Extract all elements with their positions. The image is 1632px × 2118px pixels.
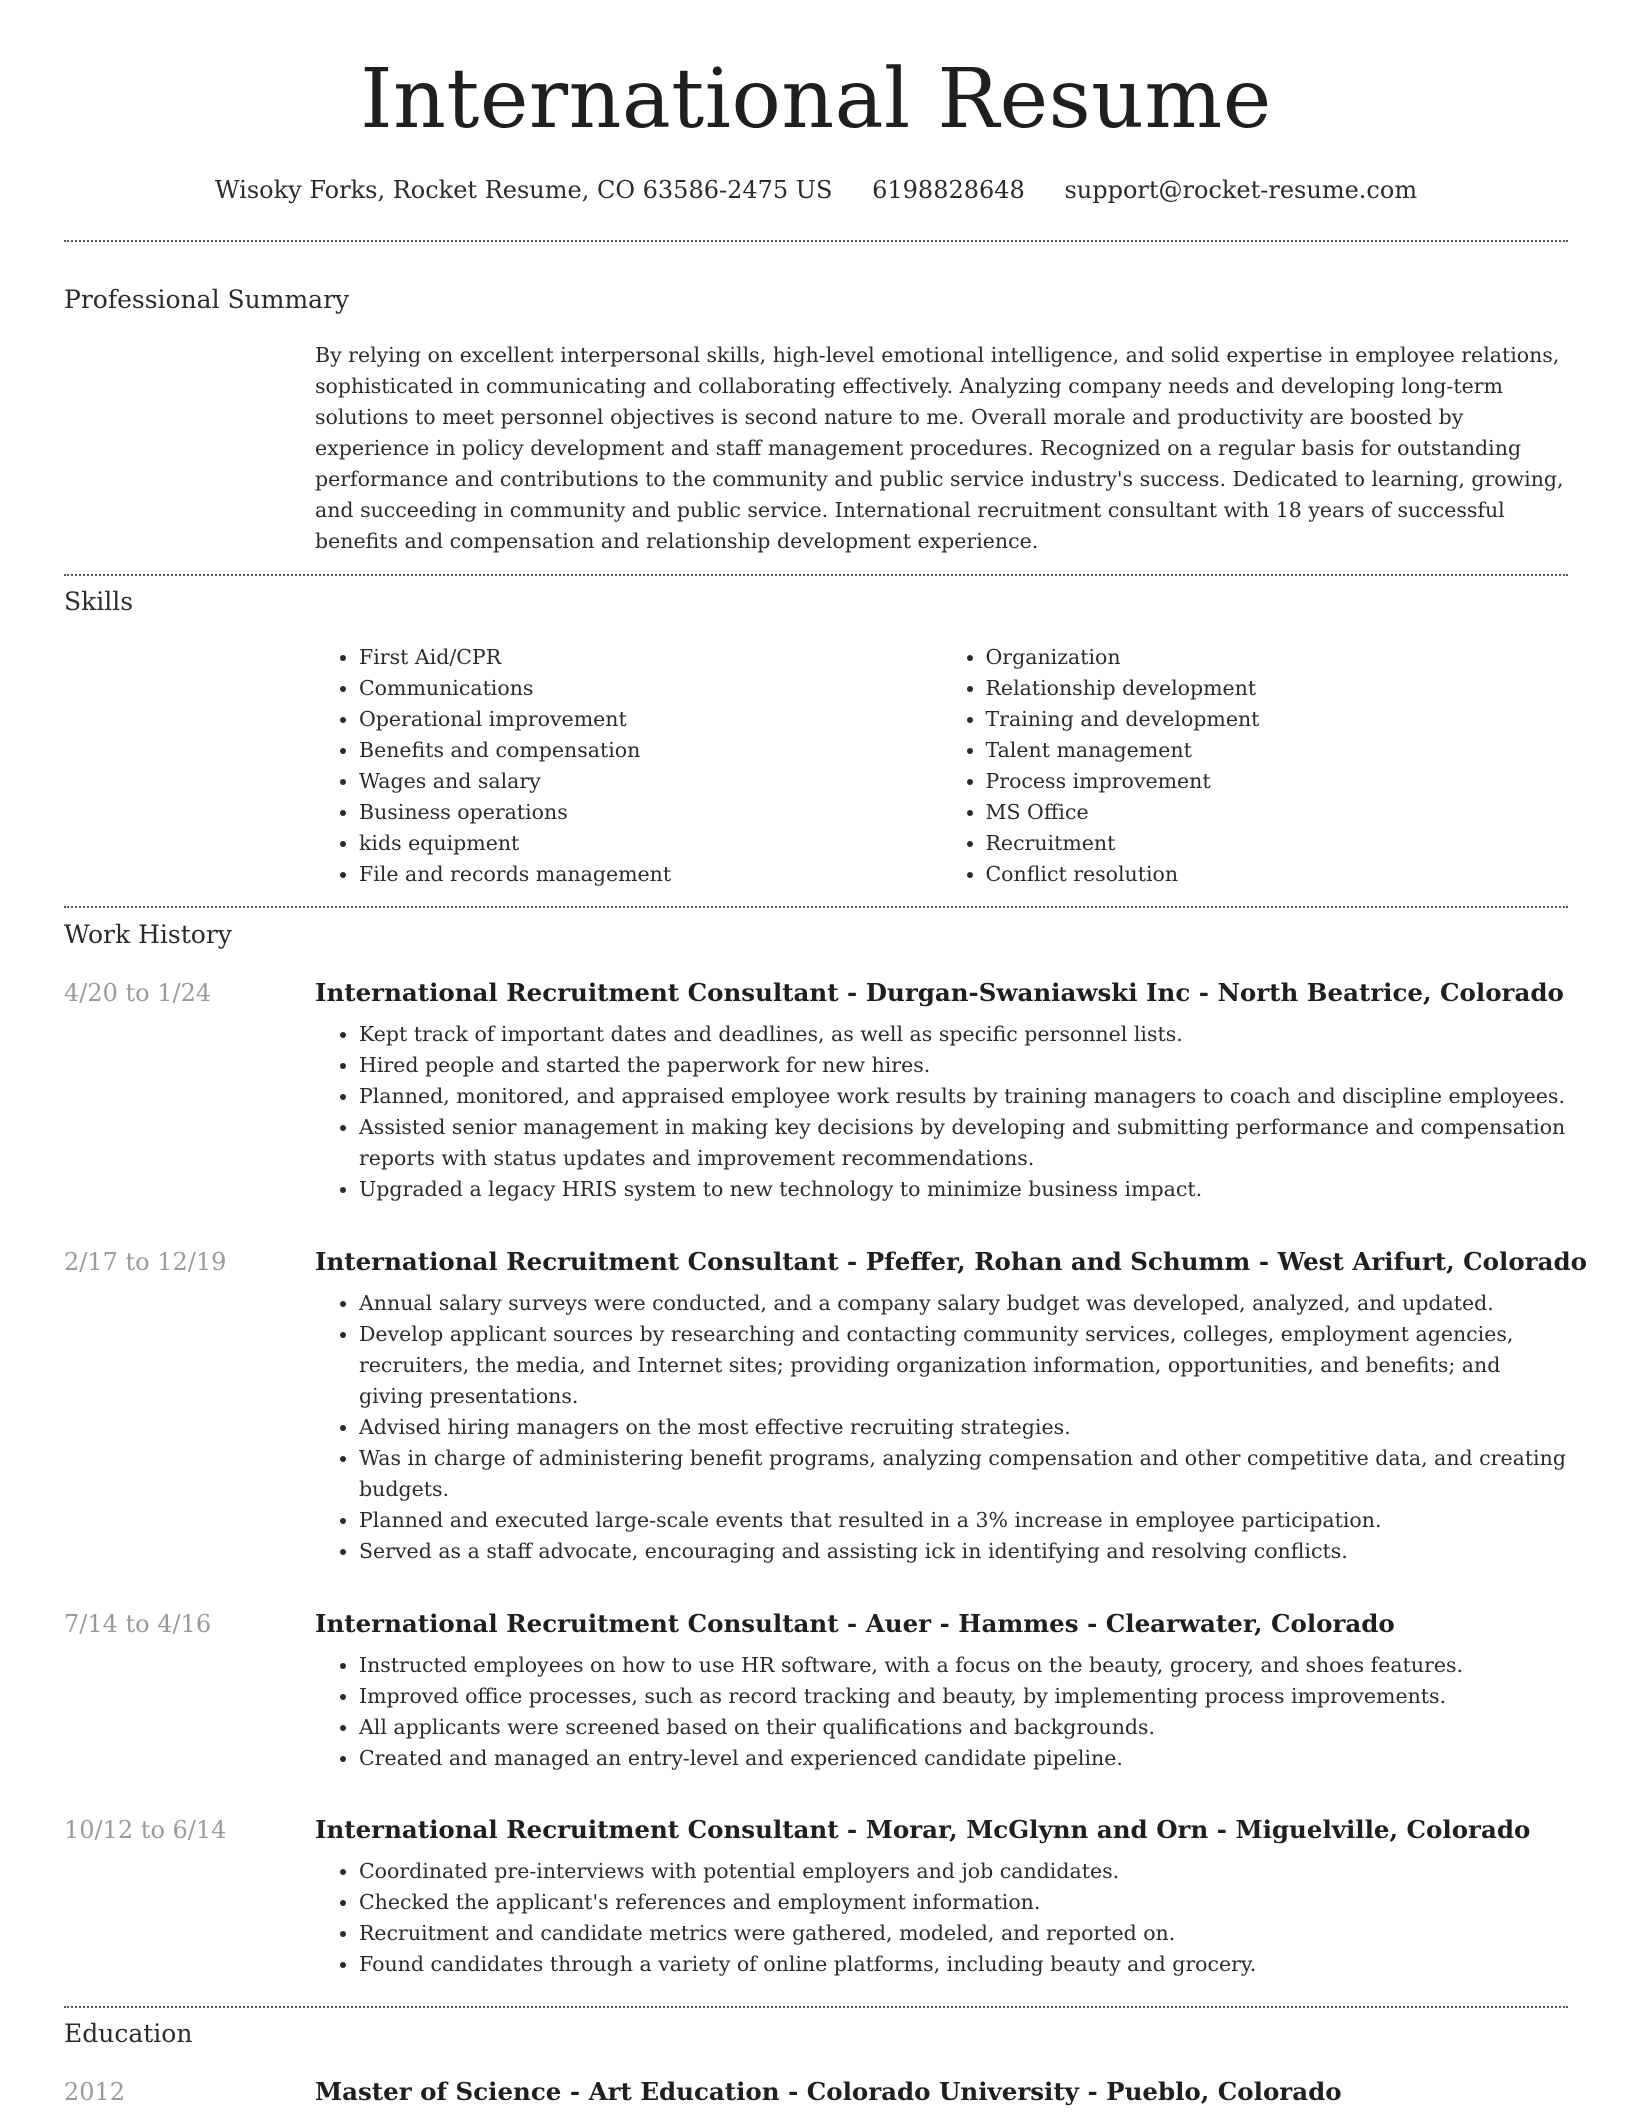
job-dates: 2/17 to 12/19: [64, 1248, 227, 1276]
skill-item: • Talent management: [986, 735, 1569, 766]
contact-line: [64, 170, 1568, 210]
skill-item: • MS Office: [986, 797, 1569, 828]
divider: [64, 906, 1568, 908]
skill-item: • Conflict resolution: [986, 859, 1569, 890]
divider: [64, 574, 1568, 576]
job-title: International Recruitment Consultant - Auer - Hammes - Clearwater, Colorado: [315, 1609, 1395, 1638]
job-bullet: • Checked the applicant's references and employment information.: [359, 1887, 1568, 1918]
contact-address: Wisoky Forks, Rocket Resume, CO 63586-2475 US: [214, 176, 833, 204]
education-entry: [315, 2074, 1568, 2118]
skill-item: • First Aid/CPR: [359, 642, 942, 673]
summary-section: [315, 340, 1568, 557]
education-degree: Master of Science - Art Education - Colorado University - Pueblo, Colorado: [315, 2077, 1342, 2106]
resume-title: International Resume: [360, 52, 1272, 147]
job-bullet: • Develop applicant sources by researching and contacting community services, colleges, employment agencies, recruiters, the media, and Internet sites; providing organization information, opportunities, and benefits; and giving presentations.: [359, 1319, 1568, 1412]
skill-item: • Organization: [986, 642, 1569, 673]
job-bullet: • Recruitment and candidate metrics were gathered, modeled, and reported on.: [359, 1918, 1568, 1949]
job-bullet: • Upgraded a legacy HRIS system to new technology to minimize business impact.: [359, 1174, 1568, 1205]
section-title-education: Education: [64, 2019, 193, 2048]
skill-item: • Benefits and compensation: [359, 735, 942, 766]
job-entry: [315, 1244, 1587, 1567]
skill-item: • kids equipment: [359, 828, 942, 859]
job-bullet: • All applicants were screened based on their qualifications and backgrounds.: [359, 1712, 1568, 1743]
job-bullet: • Advised hiring managers on the most effective recruiting strategies.: [359, 1412, 1568, 1443]
job-bullets: [315, 1856, 1568, 1980]
contact-email: support@rocket-resume.com: [1064, 176, 1418, 204]
job-entry: [315, 975, 1568, 1205]
job-title: International Recruitment Consultant - Morar, McGlynn and Orn - Miguelville, Colorado: [315, 1815, 1531, 1844]
job-bullet: • Coordinated pre-interviews with potential employers and job candidates.: [359, 1856, 1568, 1887]
divider: [64, 2006, 1568, 2008]
job-bullet: • Found candidates through a variety of online platforms, including beauty and grocery.: [359, 1949, 1568, 1980]
job-dates: 4/20 to 1/24: [64, 979, 212, 1007]
skill-item: • Recruitment: [986, 828, 1569, 859]
job-dates: 7/14 to 4/16: [64, 1610, 212, 1638]
skills-list-left: [315, 642, 942, 890]
section-title-summary: Professional Summary: [64, 285, 350, 314]
skill-item: • Operational improvement: [359, 704, 942, 735]
job-bullet: • Served as a staff advocate, encouraging and assisting ick in identifying and resolving conflicts.: [359, 1536, 1568, 1567]
skill-item: • Communications: [359, 673, 942, 704]
divider: [64, 240, 1568, 242]
skill-item: • Training and development: [986, 704, 1569, 735]
job-bullet: • Kept track of important dates and deadlines, as well as specific personnel lists.: [359, 1019, 1568, 1050]
job-entry: [315, 1812, 1568, 1980]
section-title-work-history: Work History: [64, 920, 232, 949]
skill-item: • File and records management: [359, 859, 942, 890]
job-dates: 10/12 to 6/14: [64, 1816, 227, 1844]
skill-item: • Relationship development: [986, 673, 1569, 704]
job-entry: [315, 1606, 1568, 1774]
job-bullets: [315, 1019, 1568, 1205]
education-year: 2012: [64, 2078, 126, 2106]
skill-item: • Business operations: [359, 797, 942, 828]
skill-item: • Process improvement: [986, 766, 1569, 797]
contact-phone: 6198828648: [872, 176, 1025, 204]
skills-list-right: [942, 642, 1569, 890]
job-title: International Recruitment Consultant - Pfeffer, Rohan and Schumm - West Arifurt, Colorado: [315, 1247, 1587, 1276]
job-bullet: • Hired people and started the paperwork for new hires.: [359, 1050, 1568, 1081]
job-bullet: • Assisted senior management in making key decisions by developing and submitting performance and compensation reports with status updates and improvement recommendations.: [359, 1112, 1568, 1174]
skill-item: • Wages and salary: [359, 766, 942, 797]
job-title: International Recruitment Consultant - Durgan-Swaniawski Inc - North Beatrice, Colorado: [315, 978, 1564, 1007]
section-title-skills: Skills: [64, 587, 134, 616]
job-bullet: • Created and managed an entry-level and experienced candidate pipeline.: [359, 1743, 1568, 1774]
job-bullet: • Instructed employees on how to use HR software, with a focus on the beauty, grocery, and shoes features.: [359, 1650, 1568, 1681]
job-bullet: • Improved office processes, such as record tracking and beauty, by implementing process improvements.: [359, 1681, 1568, 1712]
job-bullets: [315, 1650, 1568, 1774]
job-bullet: • Planned, monitored, and appraised employee work results by training managers to coach and discipline employees.: [359, 1081, 1568, 1112]
job-bullets: [315, 1288, 1568, 1567]
job-bullet: • Was in charge of administering benefit programs, analyzing compensation and other competitive data, and creating budgets.: [359, 1443, 1568, 1505]
summary-text: By relying on excellent interpersonal skills, high-level emotional intelligence, and solid expertise in employee relations, sophisticated in communicating and collaborating effectively. Analyzing company needs and developing long-term solutions to meet personnel objectives is second nature to me. Overall morale and productivity are boosted by experience in policy development and staff management procedures. Recognized on a regular basis for outstanding performance and contributions to the community and public service industry's success. Dedicated to learning, growing, and succeeding in community and public service. International recruitment consultant with 18 years of successful benefits and compensation and relationship development experience.: [315, 343, 1564, 553]
job-bullet: • Planned and executed large-scale events that resulted in a 3% increase in employee participation.: [359, 1505, 1568, 1536]
job-bullet: • Annual salary surveys were conducted, and a company salary budget was developed, analyzed, and updated.: [359, 1288, 1568, 1319]
skills-section: [315, 642, 1568, 890]
